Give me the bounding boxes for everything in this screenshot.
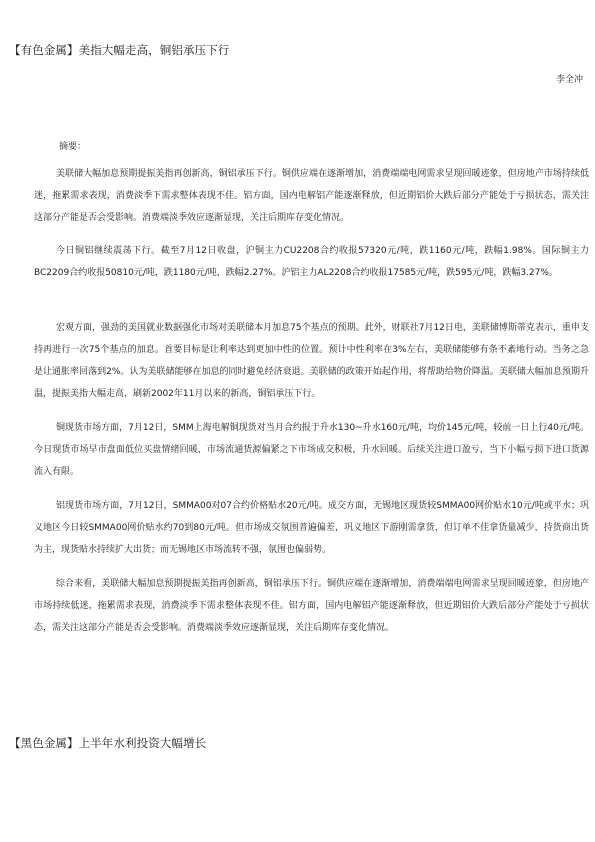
- paragraph-macro: 宏观方面，强劲的美国就业数据强化市场对美联储本月加息75个基点的预期。此外，财联社7月12日电，美联储博斯蒂克表示，重申支持再进行一次75个基点的加息。首要目标是让利率达到更加中性的位置。预计中性利率在3%左右，美联储能够有条不紊地行动。当务之急是让通胀率回落到2%。认为美联储能够在加息的同时避免经济衰退。美联储的政策开始起作用，将帮助给物价降温。美联储大幅加息预期升温，提振美指大幅走高，刷新2002年11月以来的新高，铜铝承压下行。: [34, 323, 589, 399]
- section-title-nonferrous: 【有色金属】美指大幅走高，铜铝承压下行: [9, 43, 230, 57]
- paragraph-conclusion: 综合来看，美联储大幅加息预期提振美指再创新高，铜铝承压下行。铜供应端在逐渐增加，消费端端电网需求呈现回暖迹象，但房地产市场持续低迷，拖累需求表现，消费淡季下需求整体表现不佳。铝方面，国内电解铝产能逐渐释放，但近期铝价大跌后部分产能处于亏损状态，需关注这部分产能是否会受影响。消费端淡季效应逐渐显现，关注后期库存变化情况。: [34, 579, 589, 633]
- paragraph-aluminum-spot: 铝现货市场方面，7月12日，SMMA00对07合约价格贴水20元/吨。成交方面，无锡地区现货较SMMA00网价贴水10元/吨或平水；巩义地区今日较SMMA00网价贴水约70到80元/吨。但市场成交氛围普遍偏差，巩义地区下游刚需拿货，但订单不佳拿货量减少，持货商出货为主，现货贴水持续扩大出货；而无锡地区市场流转不强，氛围也偏弱势。: [34, 501, 589, 555]
- paragraph-summary: 美联储大幅加息预期提振美指再创新高，铜铝承压下行。铜供应端在逐渐增加，消费端端电网需求呈现回暖迹象，但房地产市场持续低迷，拖累需求表现，消费淡季下需求整体表现不佳。铝方面，国内电解铝产能逐渐释放，但近期铝价大跌后部分产能处于亏损状态，需关注这部分产能是否会受影响。消费端淡季效应逐渐显现，关注后期库存变化情况。: [34, 169, 589, 223]
- abstract-label: 摘要：: [59, 142, 87, 152]
- paragraph-copper-spot: 铜现货市场方面，7月12日，SMM上海电解铜现货对当月合约报于升水130~升水160元/吨，均价145元/吨，较前一日上行40元/吨。今日现货市场早市盘面低位买盘情绪回暖，市场流通货源偏紧之下市场成交积极，升水回暖。后续关注进口盈亏，当下小幅亏损下进口货源流入有限。: [34, 423, 589, 477]
- section-title-ferrous: 【黑色金属】上半年水利投资大幅增长: [9, 736, 207, 750]
- author-name: 李全冲: [555, 75, 583, 85]
- paragraph-price-moves: 今日铜铝继续震荡下行。截至7月12日收盘，沪铜主力CU2208合约收报57320元/吨，跌1160元/吨，跌幅1.98%。国际铜主力BC2209合约收报50810元/吨，跌1180元/吨，跌幅2.27%。沪铝主力AL2208合约收报17585元/吨，跌595元/吨，跌幅3.27%。: [34, 246, 589, 278]
